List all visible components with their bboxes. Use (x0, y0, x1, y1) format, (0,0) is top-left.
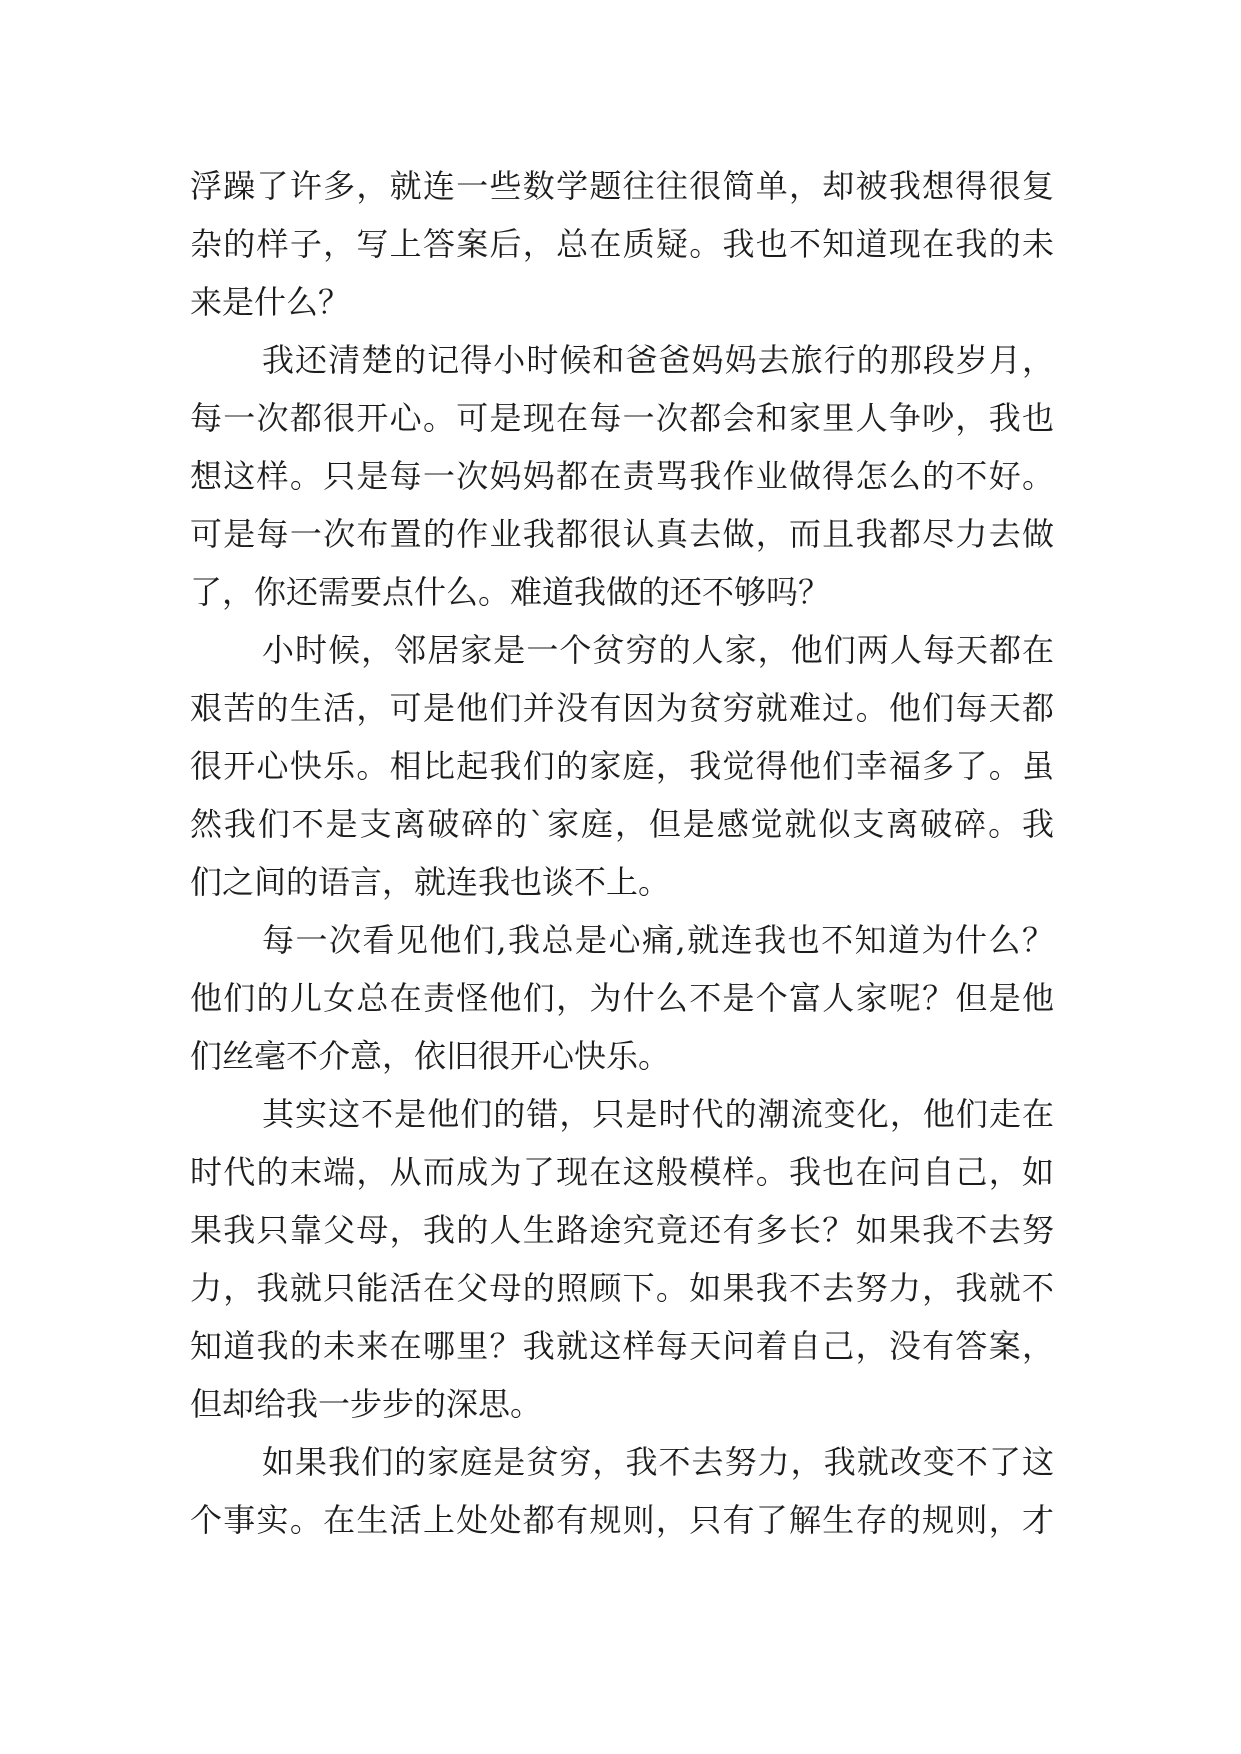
text-line: 杂的样子，写上答案后，总在质疑。我也不知道现在我的未 (190, 225, 1054, 263)
text-line: 浮躁了许多，就连一些数学题往往很简单，却被我想得很复 (190, 167, 1054, 205)
text-line: 们之间的语言，就连我也谈不上。 (190, 863, 671, 901)
text-line: 力，我就只能活在父母的照顾下。如果我不去努力，我就不 (190, 1269, 1054, 1307)
document-body (190, 157, 1054, 1549)
text-line: 知道我的未来在哪里？我就这样每天问着自己，没有答案， (190, 1327, 1054, 1365)
text-line: 每一次都很开心。可是现在每一次都会和家里人争吵，我也 (190, 399, 1054, 437)
text-line: 但却给我一步步的深思。 (190, 1385, 543, 1423)
text-line: 然我们不是支离破碎的`家庭，但是感觉就似支离破碎。我 (190, 805, 1054, 843)
text-line: 想这样。只是每一次妈妈都在责骂我作业做得怎么的不好。 (190, 457, 1054, 495)
text-line: 如果我们的家庭是贫穷，我不去努力，我就改变不了这 (262, 1443, 1054, 1481)
text-line: 小时候，邻居家是一个贫穷的人家，他们两人每天都在 (262, 631, 1054, 669)
text-line: 个事实。在生活上处处都有规则，只有了解生存的规则，才 (190, 1501, 1054, 1539)
text-line: 们丝毫不介意，依旧很开心快乐。 (190, 1037, 671, 1075)
text-line: 他们的儿女总在责怪他们，为什么不是个富人家呢？但是他 (190, 979, 1054, 1017)
text-line: 其实这不是他们的错，只是时代的潮流变化，他们走在 (262, 1095, 1054, 1133)
text-line: 果我只靠父母，我的人生路途究竟还有多长？如果我不去努 (190, 1211, 1054, 1249)
text-line: 可是每一次布置的作业我都很认真去做，而且我都尽力去做 (190, 515, 1054, 553)
text-line: 很开心快乐。相比起我们的家庭，我觉得他们幸福多了。虽 (190, 747, 1054, 785)
text-line: 每一次看见他们,我总是心痛,就连我也不知道为什么？ (262, 921, 1054, 959)
text-line: 时代的末端，从而成为了现在这般模样。我也在问自己，如 (190, 1153, 1054, 1191)
text-line: 来是什么？ (190, 283, 351, 321)
text-line: 了，你还需要点什么。难道我做的还不够吗？ (190, 573, 831, 611)
text-line: 艰苦的生活，可是他们并没有因为贫穷就难过。他们每天都 (190, 689, 1054, 727)
text-line: 我还清楚的记得小时候和爸爸妈妈去旅行的那段岁月， (262, 341, 1054, 379)
